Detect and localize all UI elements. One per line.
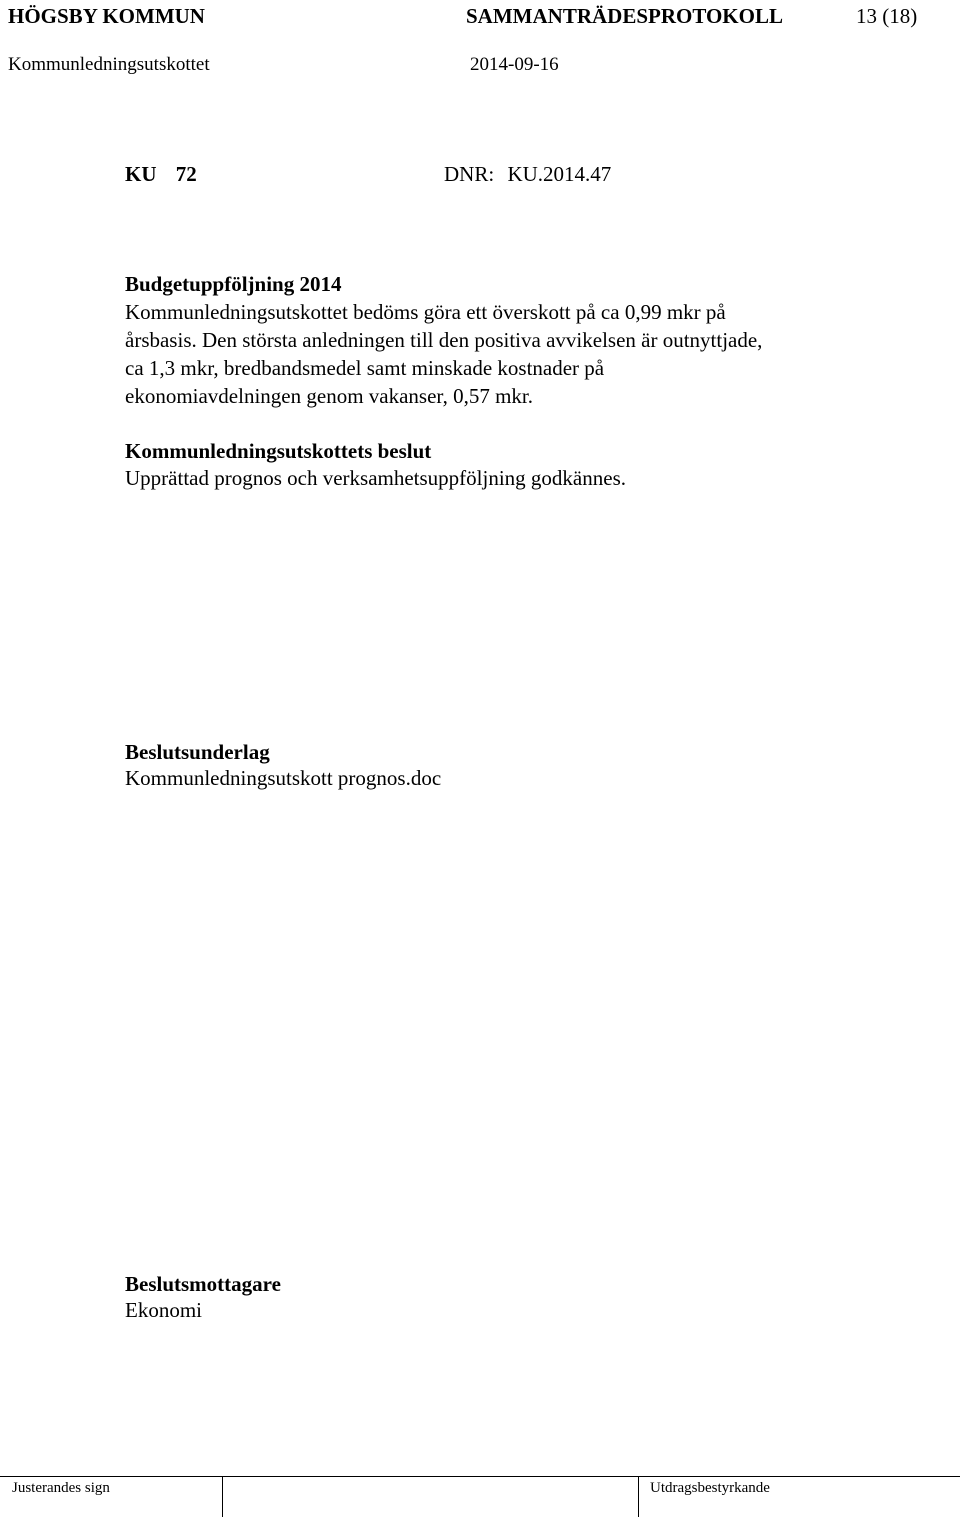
- decision-text: Upprättad prognos och verksamhetsuppföljning godkännes.: [125, 466, 626, 490]
- body-line: ekonomiavdelningen genom vakanser, 0,57 mkr.: [125, 384, 533, 408]
- org-name: HÖGSBY KOMMUN: [8, 4, 205, 28]
- section-label: KU: [125, 162, 157, 186]
- footer-divider-left: [222, 1476, 223, 1517]
- body-line: ca 1,3 mkr, bredbandsmedel samt minskade kostnader på: [125, 356, 605, 380]
- item-title: Budgetuppföljning 2014: [125, 272, 342, 296]
- body-line: Kommunledningsutskottet bedöms göra ett överskott på ca 0,99 mkr på: [125, 300, 726, 324]
- doc-type: SAMMANTRÄDESPROTOKOLL: [466, 4, 783, 28]
- meeting-date: 2014-09-16: [470, 54, 559, 75]
- item-body: [125, 298, 762, 410]
- footer-extract-label: Utdragsbestyrkande: [650, 1480, 770, 1496]
- basis-heading: Beslutsunderlag: [125, 740, 270, 764]
- basis-text: Kommunledningsutskott prognos.doc: [125, 766, 442, 790]
- recipients-heading: Beslutsmottagare: [125, 1272, 281, 1296]
- section-number: 72: [175, 162, 197, 186]
- decision-heading: Kommunledningsutskottets beslut: [125, 439, 432, 463]
- committee-name: Kommunledningsutskottet: [8, 54, 210, 75]
- page-number: 13 (18): [856, 4, 918, 28]
- footer-divider-right: [638, 1476, 639, 1517]
- footer-sign-label: Justerandes sign: [12, 1480, 110, 1496]
- footer-top-rule: [0, 1476, 960, 1477]
- dnr-label: DNR:: [444, 162, 495, 186]
- recipients-text: Ekonomi: [125, 1298, 202, 1322]
- section-reference: [125, 162, 197, 187]
- dnr-reference: [444, 162, 611, 187]
- body-line: årsbasis. Den största anledningen till den positiva avvikelsen är outnyttjade,: [125, 328, 763, 352]
- dnr-value: KU.2014.47: [507, 162, 612, 186]
